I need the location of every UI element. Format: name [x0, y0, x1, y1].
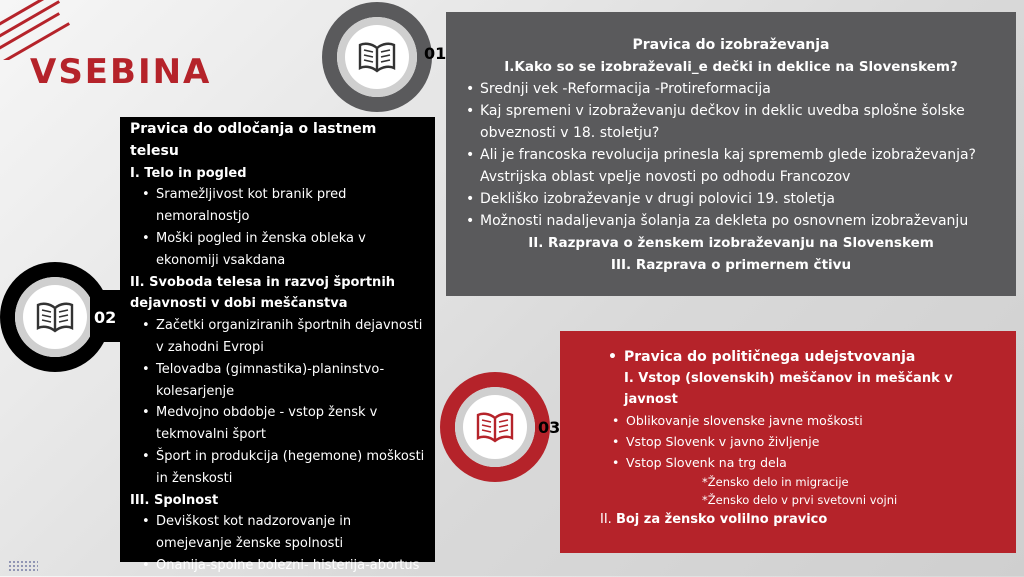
section-2-part-1-list	[130, 184, 425, 271]
list-item: • Začetki organiziranih športnih dejavnosti v zahodni Evropi	[130, 315, 425, 359]
list-item: • Vstop Slovenk na trg dela	[608, 452, 996, 473]
list-item: • Kaj spremeni v izobraževanju dečkov in deklic uvedba splošne šolske obveznosti v 18. stoletju?	[462, 100, 1000, 144]
section-1-panel	[446, 12, 1016, 296]
section-1-ring	[322, 2, 432, 112]
section-3-heading: • Pravica do političnega udejstvovanja	[608, 347, 996, 368]
section-1-number: 01	[424, 44, 447, 63]
section-2-heading: Pravica do odločanja o lastnem telesu	[130, 121, 377, 159]
section-1-heading: Pravica do izobraževanja	[632, 37, 830, 53]
list-item: • Oblikovanje slovenske javne moškosti	[608, 410, 996, 431]
section-3-subheading: I. Vstop (slovenskih) meščanov in meščank v javnost	[624, 371, 953, 407]
section-2-part-3-title: III. Spolnost	[130, 492, 219, 508]
open-book-icon	[357, 40, 397, 74]
section-3-part-2	[600, 509, 996, 530]
list-item: • Sramežljivost kot branik pred nemoralnostjo	[130, 184, 425, 228]
section-3-part-2-prefix: II.	[600, 512, 612, 527]
section-3-ring	[440, 372, 550, 482]
decorative-dots	[8, 560, 38, 572]
list-item: • Deviškost kot nadzorovanje in omejevanje ženske spolnosti	[130, 511, 425, 555]
section-2-part-1-title: I. Telo in pogled	[130, 165, 247, 181]
list-item: • Medvojno obdobje - vstop žensk v tekmovalni šport	[130, 402, 425, 446]
section-1-part-3: III. Razprava o primernem čtivu	[610, 257, 852, 273]
section-2-part-2-list	[130, 315, 425, 489]
section-1-subheading: I.Kako so se izobraževali_e dečki in deklice na Slovenskem?	[504, 59, 958, 75]
open-book-icon	[475, 410, 515, 444]
list-item: • Dekliško izobraževanje v drugi polovici 19. stoletja	[462, 188, 1000, 210]
section-3-part-2-text: Boj za žensko volilno pravico	[615, 512, 828, 527]
section-3-list	[608, 410, 996, 473]
section-3-note: *Žensko delo in migracije	[702, 475, 849, 489]
section-3-note: *Žensko delo v prvi svetovni vojni	[702, 493, 898, 507]
list-item: • Šport in produkcija (hegemone) moškosti in ženskosti	[130, 446, 425, 490]
list-item: • Vstop Slovenk v javno življenje	[608, 431, 996, 452]
section-3-panel	[560, 331, 1016, 553]
open-book-icon	[35, 300, 75, 334]
list-item: • Telovadba (gimnastika)-planinstvo-kolesarjenje	[130, 359, 425, 403]
section-2-part-3-list	[130, 511, 425, 576]
section-1-list	[462, 78, 1000, 232]
list-item: • Možnosti nadaljevanja šolanja za dekleta po osnovnem izobraževanju	[462, 210, 1000, 232]
page-title: VSEBINA	[30, 52, 212, 92]
section-2-number: 02	[94, 308, 117, 327]
section-2-panel	[120, 117, 435, 573]
section-3-number: 03	[538, 418, 561, 437]
decorative-stripes	[0, 0, 90, 60]
list-item: • Moški pogled in ženska obleka v ekonomiji vsakdana	[130, 228, 425, 272]
list-item: • Srednji vek -Reformacija -Protireformacija	[462, 78, 1000, 100]
list-item: • Onanija-spolne bolezni- histerija-abortus	[130, 555, 425, 577]
section-2-part-2-title: II. Svoboda telesa in razvoj športnih dejavnosti v dobi meščanstva	[130, 274, 396, 312]
section-1-part-2: II. Razprava o ženskem izobraževanju na Slovenskem	[528, 235, 934, 251]
list-item: • Ali je francoska revolucija prinesla kaj sprememb glede izobraževanja? Avstrijska oblast vpelje novosti po odhodu Francozov	[462, 144, 1000, 188]
